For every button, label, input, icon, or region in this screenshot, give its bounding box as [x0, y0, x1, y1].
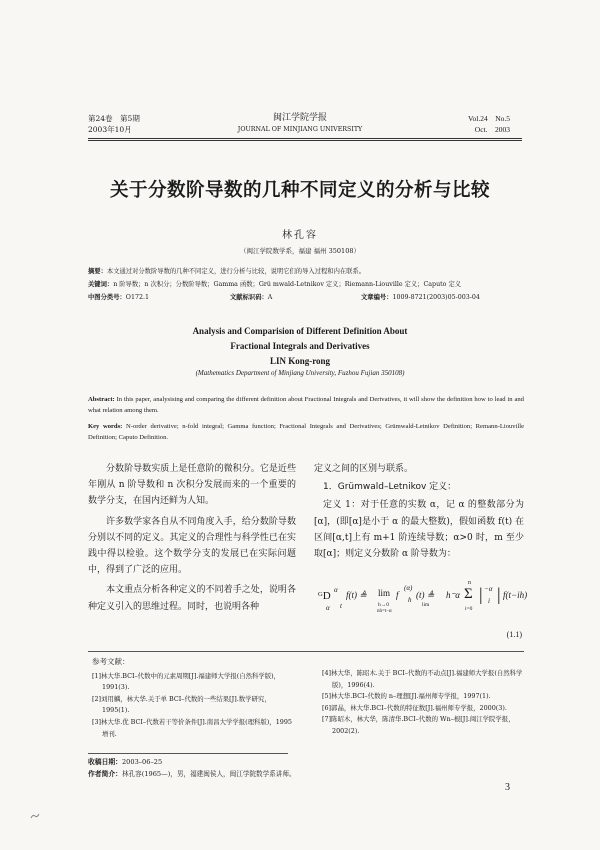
section-heading: 1．Grümwald–Letnikov 定义：: [323, 482, 457, 493]
header-journal: 闽江学院学报 JOURNAL OF MINJIANG UNIVERSITY: [237, 113, 363, 133]
references-rule: [88, 651, 524, 652]
references-label: 参考文献：: [92, 657, 130, 666]
header-issue: Vol.24 No.5 Oct. 2003: [468, 114, 510, 134]
header-rule: [88, 138, 522, 139]
affiliation: （闽江学院数学系，福建 福州 350108）: [240, 247, 360, 255]
right-column: [314, 461, 524, 562]
footnote: 收稿日期：2003–06–25 作者简介：林孔容(1965—)，男，福建闽侯人，闽江学院数学系讲师。: [88, 758, 296, 778]
ref-2: [2]刘用麟，林大华.关于单 BCI–代数的一些结果[J].数学研究，1995(1).: [92, 694, 271, 715]
en-title-line1: Analysis and Comparision of Different Definition About: [192, 326, 408, 336]
para-1: 分数阶导数实质上是任意阶的微积分。它是近些年刚从 n 阶导数和 n 次积分发展而来的一个重要的数学分支，在国内还鲜为人知。: [88, 464, 296, 507]
header-volume: 第24卷 第5期 2003年10月: [88, 114, 140, 134]
ref-7: [7]陈昭木，林大华，陈清华.BCI–代数的 Wn–根[J].闽江学院学报，2002(2).: [322, 715, 515, 735]
ref-5: [5]林大华.BCI–代数的 n–理想[J].福州师专学报，1997(1).: [322, 692, 491, 701]
equation-1-1: ᴳD α α t f(t) ≜ lim h→0 nh=t−α f (α) h (t) ≜ lim h⁻α n Σ i=0 | −α i | f(t−ih): [318, 580, 528, 614]
en-title-line2: Fractional Integrals and Derivatives: [230, 341, 370, 351]
ref-3: [3]林大华.优 BCI–代数若干等价条件[J].南昌大学学报(理科版)，1995 增刊.: [92, 717, 292, 738]
author-name: 林孔容: [282, 230, 318, 241]
abstract-cn: 摘要：本文通过对分数阶导数的几种不同定义，进行分析与比较，说明它们的导入过程和内在联系。: [88, 268, 366, 275]
left-column: [88, 461, 296, 615]
keywords-cn: 关键词：n 阶导数；n 次积分；分数阶导数；Gamma 函数；Grü mwald-Letnikov 定义；Riemann-Liouville 定义；Caputo 定义: [88, 281, 462, 288]
ref-1: [1]林大华.BCI–代数中的元素周期[J].福建师大学报(自然科学版)，1991(3).: [92, 671, 281, 692]
en-abstract: Abstract: In this paper, analysising and comparing the different definition about Fractional Integrals and Derivatives, it will show the definition how to lead in and what relation among them.: [88, 396, 524, 414]
references-left: [88, 656, 296, 740]
en-author: LIN Kong-rong: [269, 356, 331, 366]
en-affiliation: (Mathematics Department of Minjiang University, Fuzhou Fujian 350108): [195, 369, 405, 377]
scan-mark-icon: [30, 804, 40, 810]
para-3: 本文重点分析各种定义的不同着手之处，说明各种定义引入的思维过程。同时，也说明各种: [88, 585, 296, 612]
para-0: 定义之间的区别与联系。: [314, 464, 414, 474]
footnote-rule: [88, 753, 288, 754]
definition-1: 定义 1：对于任意的实数 α，记 α 的整数部分为[α]，(即[α]是小于 α 的最大整数)，假如函数 f(t) 在区间[α,t]上有 m+1 阶连续导数；α>0 时，m 至少取[α]；则定义分数阶 α 阶导数为：: [314, 500, 524, 560]
equation-number: (1.1): [506, 630, 522, 639]
ref-4: [4]林大华，陈昭木.关于 BCI–代数的不动点[J].福建师大学报(自然科学版)，1996(4).: [322, 669, 523, 689]
ref-6: [6]郭晶，林大华.BCI–代数的特征数[J].福州师专学报，2000(3).: [322, 703, 507, 712]
references-right: [318, 668, 526, 738]
header-rule-thin: [88, 140, 522, 141]
para-2: 许多数学家各自从不同角度入手，给分数阶导数分别以不同的定义。其定义的合理性与科学性已在实践中得以检验。这个数学分支的发展已在实际问题中，得到了广泛的应用。: [88, 516, 296, 576]
paper-title: 关于分数阶导数的几种不同定义的分析与比较: [109, 180, 490, 201]
page-number: 3: [505, 782, 510, 793]
en-keywords: Key words: N-order derivative; n-fold integral; Gamma function; Fractional Integrals and Derivatives; Grümwald-Letnikov Definition; Remann-Liouville Definition; Caputo Definition.: [88, 423, 525, 441]
